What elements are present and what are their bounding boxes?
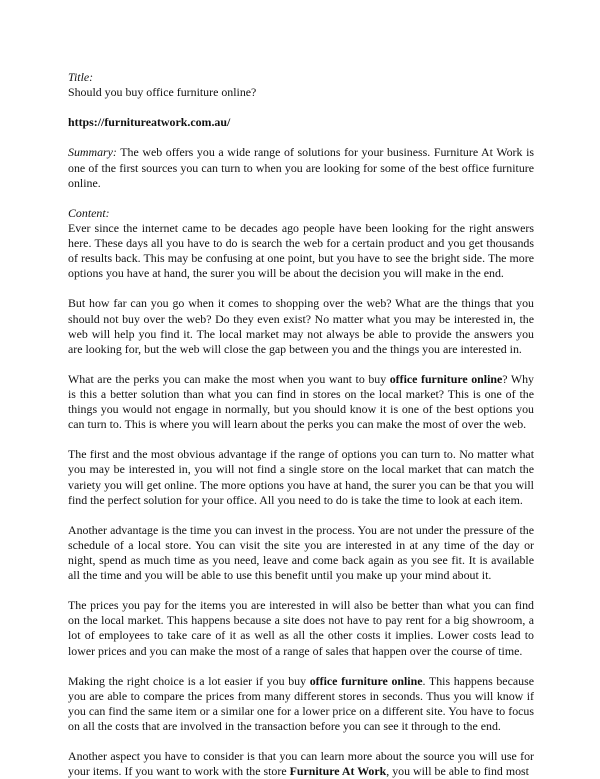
paragraph-2: But how far can you go when it comes to shopping over the web? What are the things that you should not buy over the web? Do they even exist? No matter what you may be interested in, the web will help you find it. The local market may not always be able to provide the answers you are looking for, but the web will close the gap between you and the things you are interested in. — [68, 296, 534, 356]
paragraph-3-keyword: office furniture online — [389, 371, 503, 386]
paragraph-7 — [68, 674, 534, 734]
paragraph-7-end: . This happens because you are able to compare the prices from many different stores in seconds. Thus you will know if you can find the same item or a similar one for a lower price on a different site. You have to focus on all the costs that are involved in the transaction before you can see it through to the end. — [68, 673, 534, 734]
paragraph-7-keyword: office furniture online — [309, 673, 423, 688]
paragraph-8-start: Another aspect you have to consider is that you can learn more about the source you will use for your items. If you want to work with the store — [68, 749, 534, 779]
paragraph-4: The first and the most obvious advantage if the range of options you can turn to. No matter what you may be interested in, you will not find a single store on the local market that can match the variety you will get online. The more options you have at hand, the surer you can be that you will find the perfect solution for your office. All you need to do is take the time to look at each item. — [68, 447, 534, 507]
paragraph-1: Ever since the internet came to be decades ago people have been looking for the right answers here. These days all you have to do is search the web for a certain product and you get thousands of results back. This may be confusing at one point, but you have to see the bright side. The more options you have at hand, the surer you will be about the decision you will make in the end. — [68, 220, 534, 281]
paragraph-7-start: Making the right choice is a lot easier if you buy — [68, 673, 310, 688]
paragraph-8-end: , you will be able to find most — [386, 764, 529, 779]
summary-text: The web offers you a wide range of solutions for your business. Furniture At Work is one of the first sources you can turn to when you are looking for some of the best office furniture online. — [68, 145, 535, 190]
paragraph-8 — [68, 749, 534, 779]
paragraph-3 — [68, 372, 534, 432]
source-url[interactable]: https://furnitureatwork.com.au/ — [68, 115, 231, 130]
paragraph-6: The prices you pay for the items you are interested in will also be better than what you can find on the local market. This happens because a site does not have to pay rent for a big showroom, a lot of employees to take care of it as well as all the other costs it implies. Lower costs lead to lower prices and you can make the most of a range of sales that happen over the course of time. — [68, 598, 534, 658]
document-title: Should you buy office furniture online? — [68, 85, 257, 100]
paragraph-3-start: What are the perks you can make the most when you want to buy — [68, 371, 390, 386]
content-label: Content: — [68, 205, 110, 220]
title-label: Title: — [68, 70, 94, 84]
content-block — [68, 206, 534, 281]
summary-block — [68, 145, 534, 190]
title-block — [68, 70, 534, 100]
paragraph-5: Another advantage is the time you can invest in the process. You are not under the pressure of the schedule of a local store. You can visit the site you are interested in at any time of the day or night, spend as much time as you need, leave and come back again as you see fit. It is available all the time and you will be able to use this benefit until you make up your mind about it. — [68, 522, 534, 583]
paragraph-8-keyword: Furniture At Work — [289, 764, 387, 779]
paragraph-3-end: ? Why is this a better solution than what you can find in stores on the local market? This is one of the things you would not engage in normally, but you should know it is one of the best options you can turn to. This is where you will learn about the perks you can make the most of over the web. — [68, 371, 535, 432]
summary-label: Summary: — [68, 145, 117, 160]
